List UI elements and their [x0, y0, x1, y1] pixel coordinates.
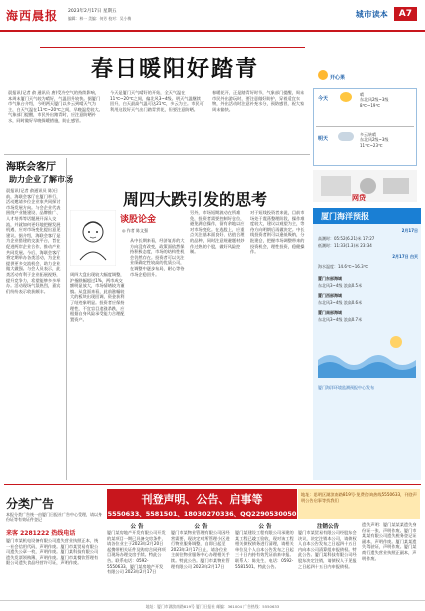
section-divider: [4, 154, 310, 155]
ads-banner-title: 刊登声明、公告、启事等: [141, 493, 263, 506]
forecast-tide-high: 高潮时：05:52(6.21)米 17:27: [318, 236, 375, 241]
ocean-forecast-header: 厦门海洋预报: [313, 208, 421, 224]
forecast-water-temp: 海水温度：14.6℃~16.3℃: [318, 264, 369, 269]
ads-right-banner: 地址：思明区湖滨南路819号·免费咨询热线5550633，刊登声明公告启事等找我们: [298, 489, 420, 519]
illustration-caption: 网贷: [352, 194, 366, 202]
forecast-west-wind: 东北风3~4级 浪高0.6米: [318, 300, 363, 305]
editor-line: 编辑：林一 美编：何芳 校对：吴小梅: [68, 16, 132, 21]
side-headline: 海联会客厅: [6, 162, 56, 173]
column-name: 谈股论金: [120, 215, 157, 225]
lead-headline: 春日暖阳好踏青: [90, 56, 259, 82]
lead-col-3: 春暖花开，正是踏青好时节，气象部门提醒，周末市民外出游玩时，要注意做好防护，穿着适宜衣物，外出活动时注意补充水分，预防感冒，祝大家周末愉快。: [212, 90, 305, 112]
ads-section-note: 本报分类广告统一由厦门日报社广告中心受理，请以身份证等有效证件登记: [6, 512, 102, 523]
forecast-date-1: 2月17日: [401, 228, 418, 233]
page-number: A7: [394, 7, 417, 21]
page-footer: 地址：厦门市湖滨南路819号 厦门日报社 邮编：361004 广告热线：5550633: [0, 600, 425, 611]
ads-section-title: 分类广告: [6, 497, 55, 511]
feature-headline: 周四大跌引发的思考: [122, 190, 267, 209]
forecast-tide-low: 低潮时：11:33(1.3)米 23:34: [318, 243, 372, 248]
ads-left-column: 厦门市某机电设备有限公司遗失营业执照正本，统一社会信用代码，声明作废。厦门市某贸易有限公司遗失公章一枚，声明作废。厦门某科技有限公司遗失发票领购簿，声明作废。厦门市某餐饮管理有限公司遗失食品经营许可证，声明作废。: [6, 538, 99, 566]
side-body: 晨报讯(记者 俞通讯员 陈)日前，海联会客厅在厦门举行，活动邀请多位企业家共同探讨市场发展方向。与会企业代表围绕产业链建设、品牌推广、人才培养等话题展开深入交流，并就如何更好地把握发展机遇、应对市场变化提出意见建议。据介绍，海联会客厅是为企业搭建的交流平台，旨在促进两岸企业合作，推动产业共同发展。今后，海联会客厅将定期举办各类活动，为企业提供更多交流机会，助力企业做大做强。与会人员表示，此类活动有利于企业拓展视野，提升竞争力，希望能够多多举办。活动现场气氛热烈，嘉宾们纷纷表示收获颇丰。: [6, 188, 61, 294]
forecast-south-wind: 东北风3~4级 浪高0.7米: [318, 317, 363, 322]
weather-box-title: 开心果: [330, 75, 346, 81]
notice-body-5: 遗失声明：厦门某某某遗失身份证一张，声明作废。厦门市某某有限公司遗失税务登记证副本，声明作废。厦门某某遗失驾驶证，声明作废。厦门某商行遗失营业执照正副本，声明作废。: [362, 522, 417, 561]
lead-col-1: 晨报讯(记者 俞 通讯员 唐)受冷空气的持续影响，本周末厦门天气较为晴好，气温回升较快。据厦门市气象台介绍，今明两天厦门以多云到晴天气为主，白天气温在11℃~20℃之间，早晚温差较大。气象部门提醒，市民外出踏青时，应注意防晒补水，同时做好早晚保暖措施，防止感冒。: [8, 90, 103, 123]
column-author: ◎ 作者 陈文强: [122, 228, 149, 233]
wave-graphic: [318, 330, 416, 378]
issue-date: 2023年2月17日 星期五: [68, 9, 117, 14]
ads-hotline: 来客 2281222 热线电话: [6, 530, 76, 537]
forecast-source: 厦门海洋环境监测预报中心发布: [318, 385, 374, 390]
forecast-east-wind: 东北风3~4级 浪高0.5米: [318, 283, 363, 288]
sunny-icon: [340, 92, 352, 102]
ads-banner-phone: 5550633、5581501、18030270336、QQ2290530050: [107, 510, 297, 518]
ads-divider: [4, 484, 421, 485]
feature-col-2: 从中长期来看，经济复苏的大方向没有改变，政策面依然保持积极态度，市场的结构性机会仍然存在。投资者可以关注业绩确定性较高的优质公司，在调整中逐步布局，耐心等待市场企稳回升。: [130, 238, 185, 277]
ads-banner: [107, 489, 297, 519]
feature-col-3: 另外，市场短期波动在所难免，投资者需要控制好仓位，避免满仓操作，留有余地以应对市场变化。在选股上，应重点关注基本面良好、估值合理的品种，同时注意规避题材炒作过热的个股，做好风险控制。: [190, 210, 245, 255]
section-tag: [356, 5, 417, 23]
feature-col-1: 周四大盘出现较大幅度调整，沪指跌幅超过1%，两市成交额明显放大，市场情绪较为谨慎。从盘面来看，此前涨幅较大的板块出现回调，资金获利了结迹象明显。投资者应保持理性，不宜盲目追涨杀跌，应根据自身风险承受能力合理配置资产。: [70, 272, 125, 322]
weather-tomorrow-label: 明天: [318, 136, 329, 142]
section-name: 城市读本: [355, 9, 388, 19]
weather-divider: [316, 126, 414, 127]
columnist-portrait: [70, 210, 116, 266]
notice-title-3: 公 告: [258, 524, 272, 530]
notice-body-2: 厦门市某物业管理有限公司因经营需要，现决定对所管理小区进行物业服务调整，自即日起至2023年3月17日止，请各位业主前往物业服务中心办理相关手续。特此公告。厦门市某物业管理有限公司 2023年2月17日: [171, 530, 230, 569]
forecast-area-east: 厦门东部海域: [318, 276, 342, 281]
forecast-date-2: 2月17日 白天: [392, 254, 418, 259]
side-subheadline: 助力企业了解市场: [9, 174, 73, 184]
weather-tomorrow: 多云转晴 东北风2级~3级 11℃~23℃: [360, 132, 389, 148]
lead-col-2: 今天是厦门天气晴好的开始，全天气温在11℃~20℃之间，偏北风3~4级。明天气温继续回升，白天最高气温可达21℃，多云为主。市民可利用这段好天气出门踏青赏花，但要注意防晒。: [110, 90, 204, 112]
weather-today: 晴 东北风2级~3级 8℃~19℃: [360, 92, 389, 108]
weather-today-label: 今天: [318, 96, 329, 102]
cloudy-icon: [338, 132, 354, 141]
notice-title-4: 注销公告: [316, 524, 339, 530]
forecast-area-south: 厦门南部海域: [318, 310, 342, 315]
forecast-area-west: 厦门西部海域: [318, 293, 342, 298]
notice-body-4: 厦门市某贸易有限公司经股东会决议，决定注销本公司，请债权人自本公告发布之日起四十五日内向本公司清算组申报债权。特此公告。厦门某科技有限公司经股东决定注销，请债权人于见报之日起四十五日内申报债权。: [298, 530, 357, 569]
newspaper-logo: 海西晨报: [6, 9, 59, 23]
notice-title-1: 公 告: [130, 524, 144, 530]
notice-body-1: 厦门某房地产开发有限公司开发的某项目一期已具备交房条件，请各位业主于2023年2月20日起携带相关证件及购房合同到项目现场办理交房手续。特此公告。联系电话：0592-5550633。厦门某房地产开发有限公司 2023年2月17日: [107, 530, 166, 575]
masthead: [0, 0, 425, 30]
feature-col-4: 对于短线投资者来说，目前市场处于震荡整理阶段，操作难度较大，建议以观望为主，等待方向明朗后再做决定。中长线投资者则可以逢低吸纳，分批建仓，把握市场调整带来的投资机会，理性投资，稳健操作。: [250, 210, 305, 255]
headline-rule: [40, 47, 305, 48]
notice-title-2: 公 告: [194, 524, 208, 530]
column-divider: [66, 158, 67, 480]
sun-icon: [318, 70, 328, 80]
masthead-divider: [0, 30, 425, 32]
notice-body-3: 厦门某建设工程有限公司承建的某工程已竣工验收，现对该工程相关债权债务进行清理，请相关单位及个人自本公告发布之日起三十日内持有效凭证前来申报。联系人：陈先生，电话：0592-5581501。特此公告。: [235, 530, 294, 569]
